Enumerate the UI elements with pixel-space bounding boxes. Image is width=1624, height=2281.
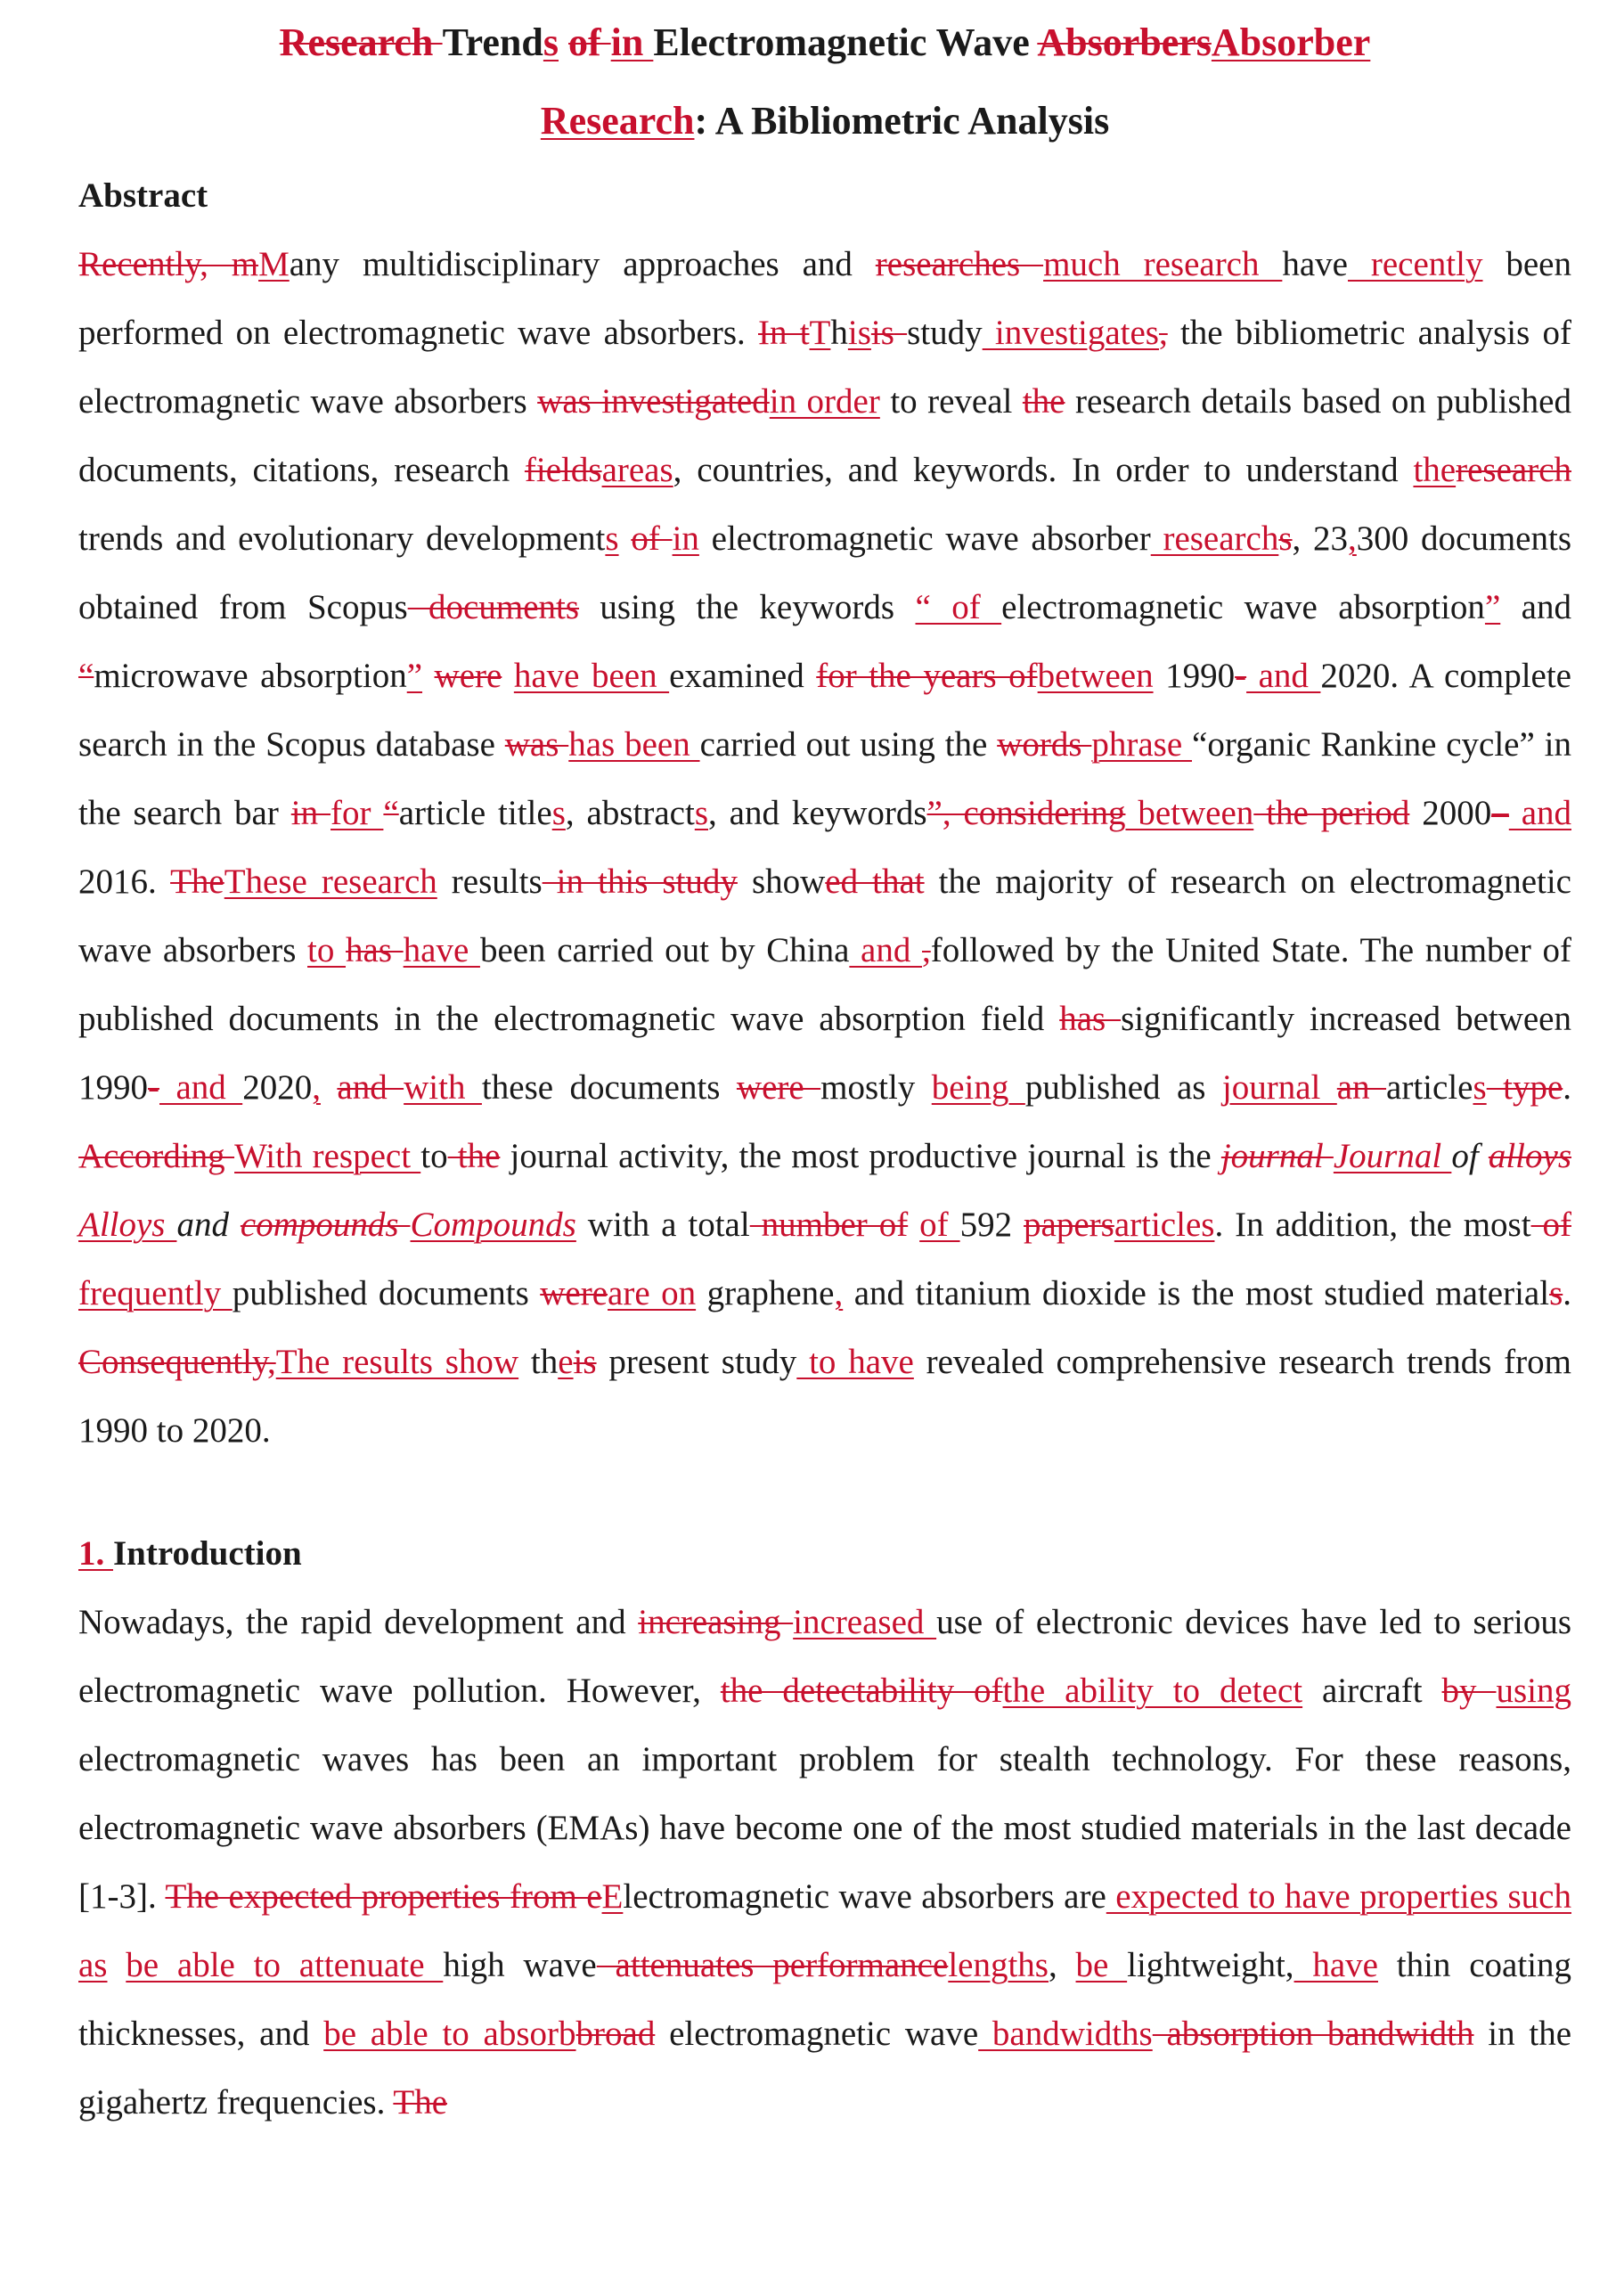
deleted-text: The expected properties from e [165,1877,602,1916]
inserted-text: M [258,245,290,283]
inserted-text: areas [601,451,673,489]
text-run [502,657,514,695]
text-run: 300 documents obtained from Scopus [78,519,1572,626]
text-run: present study [596,1343,797,1381]
text-run: to reveal [879,382,1023,421]
text-run: , abstract [565,794,695,832]
text-run: 592 [959,1206,1024,1244]
inserted-text: With respect [234,1137,421,1175]
deleted-text: was [504,725,569,764]
deleted-text: s [1278,519,1293,558]
inserted-text: lengths [948,1946,1049,1984]
deleted-text: has [1059,1000,1122,1038]
text-run: , [1048,1946,1076,1984]
inserted-text: Compounds [410,1206,576,1244]
deleted-text: , [1158,314,1168,352]
deleted-text: Recently, m [78,245,259,283]
text-run: 2000 [1409,794,1492,832]
deleted-text: number of [749,1206,909,1244]
text-run: mostly [820,1068,932,1107]
text-run: graphene [696,1274,835,1312]
deleted-text: s [1549,1274,1563,1312]
deleted-text: words [997,725,1092,764]
deleted-text: were [736,1068,821,1107]
text-run: with a total [575,1206,750,1244]
text-run: high wave [443,1946,597,1984]
text-run: carried out using the [699,725,998,764]
inserted-text: , [834,1274,844,1312]
text-run: the majority of research on electromagnetic wave absorbers [78,863,1571,969]
deleted-text: the [1022,382,1065,421]
text-run: of [1451,1137,1489,1175]
text-run: : A Bibliometric Analysis [694,99,1110,143]
deleted-text: attenuates performance [596,1946,949,1984]
inserted-text: The results show [275,1343,519,1381]
inserted-text: with [404,1068,482,1107]
text-run [908,1206,919,1244]
introduction-title: Introduction [113,1534,302,1573]
text-run [559,20,568,64]
text-run: examined [669,657,817,695]
deleted-text: broad [575,2015,656,2053]
deleted-text: of [631,519,673,558]
text-run: 2016. [78,863,171,901]
text-run: results [437,863,543,901]
inserted-text: recently [1348,245,1483,283]
deleted-text: researches [875,245,1044,283]
inserted-text: between [1125,794,1254,832]
inserted-text: E [601,1877,624,1916]
inserted-text: s [551,794,566,832]
deleted-text: fields [524,451,602,489]
inserted-text: being [931,1068,1025,1107]
deleted-text [894,314,907,352]
deleted-text: for the years of [816,657,1038,695]
text-run: revealed comprehensive research trends from 1990 to 2020. [78,1343,1571,1450]
inserted-text: the [1413,451,1457,489]
text-run: h [830,314,848,352]
inserted-text: of [919,1206,960,1244]
text-run: been performed on electromagnetic wave absorbers. [78,245,1571,352]
text-run [422,657,435,695]
text-run: research details based on published documents, citations, research [78,382,1571,489]
text-run: using the keywords [579,588,916,626]
text-run: “organic Rankine cycle” in the search bar [78,725,1571,832]
inserted-text: s [694,794,708,832]
inserted-text: between [1037,657,1154,695]
deleted-text: papers [1024,1206,1114,1244]
inserted-text: bandwidths [978,2015,1153,2053]
inserted-text: has been [568,725,700,764]
deleted-text: and [337,1068,404,1107]
paper-title [78,4,1571,160]
inserted-text: Absorber [1211,20,1371,64]
deleted-text: compounds [240,1206,411,1244]
text-run: electromagnetic waves has been an important problem for stealth technology. For these reasons, electromagnetic wave absorbers (EMAs) have become one of the most studied materials in the last decade [1-3]. [78,1740,1571,1916]
deleted-text: of [568,20,611,64]
text-run: Trend [442,20,543,64]
inserted-text: research [1150,519,1279,558]
inserted-text: and [849,931,922,969]
deleted-text: the [447,1137,501,1175]
introduction-heading [78,1520,1571,1588]
text-run: these documents [481,1068,737,1107]
deleted-text: increasing [638,1603,794,1641]
text-run [321,1068,337,1107]
text-run: 2020. A complete search in the Scopus database [78,657,1571,764]
inserted-text: Research [540,99,695,143]
deleted-text: alloys [1488,1137,1572,1175]
deleted-text: type [1486,1068,1563,1107]
inserted-text: and [159,1068,243,1107]
introduction-paragraph [78,1588,1571,2137]
deleted-text: has [346,931,404,969]
inserted-text: much research [1043,245,1283,283]
title-line-2 [78,82,1571,160]
deleted-text: - [148,1068,159,1107]
text-run: followed by the United State. The number of published documents in the electromagnetic wave absorption field [78,931,1571,1038]
inserted-text: are on [608,1274,697,1312]
inserted-text: to [307,931,347,969]
text-run: have [1282,245,1348,283]
text-run: use of electronic devices have led to serious electromagnetic wave pollution. However, [78,1603,1571,1710]
text-run: electromagnetic wave absorption [1001,588,1485,626]
text-run: trends and evolutionary development [78,519,606,558]
text-run: aircraft [1302,1672,1442,1710]
inserted-text: ” [406,657,423,695]
deleted-text: In t [758,314,810,352]
text-run: , 23 [1292,519,1349,558]
deleted-text: was investigated [537,382,770,421]
text-run: and titanium dioxide is the most studied material [843,1274,1550,1312]
inserted-text: be able to attenuate [126,1946,444,1984]
text-run [108,1946,126,1984]
text-run: any multidisciplinary approaches and [289,245,876,283]
introduction-number: 1. [78,1534,113,1573]
deleted-text: Research [279,20,443,64]
text-run: . In addition, the most [1214,1206,1531,1244]
inserted-text: , [312,1068,321,1107]
inserted-text: These research [224,863,437,901]
inserted-text: be [1075,1946,1128,1984]
text-run: th [518,1343,559,1381]
text-run: microwave absorption [94,657,407,695]
inserted-text: s [1473,1068,1487,1107]
inserted-text: is [847,314,871,352]
text-run: . [1563,1068,1572,1107]
inserted-text: and [1246,657,1321,695]
deleted-text: - [1235,657,1247,695]
text-run: article [1386,1068,1473,1107]
inserted-text: the ability to detect [1002,1672,1303,1710]
deleted-text: of [1530,1206,1571,1244]
inserted-text: be able to absorb [323,2015,576,2053]
text-run: article title [398,794,552,832]
text-run: 2020 [242,1068,313,1107]
deleted-text: The [170,863,224,901]
deleted-text: “ [383,794,399,832]
deleted-text: documents [407,588,580,626]
text-run: . [1563,1274,1571,1312]
inserted-text: phrase [1091,725,1193,764]
inserted-text: have [1293,1946,1378,1984]
deleted-text: “ [78,657,94,695]
inserted-text: expected to have properties such as [78,1877,1571,1984]
abstract-heading: Abstract [78,176,208,215]
inserted-text: to have [796,1343,914,1381]
inserted-text: have been [513,657,670,695]
inserted-text: s [605,519,619,558]
deleted-text: the period [1253,794,1410,832]
text-run: lightweight, [1127,1946,1294,1984]
deleted-text: in this study [542,863,738,901]
inserted-text: ” [1484,588,1501,626]
inserted-text: e [558,1343,574,1381]
text-run: journal activity, the most productive journal is the [500,1137,1221,1175]
deleted-text: Absorbers [1037,20,1212,64]
text-run: to [420,1137,448,1175]
deleted-text: were [540,1274,608,1312]
deleted-text: – [1491,794,1509,832]
text-run: Nowadays, the rapid development and [78,1603,639,1641]
text-run: , countries, and keywords. In order to understand [673,451,1414,489]
text-run: , and keywords [708,794,927,832]
deleted-text: ”, considering [926,794,1126,832]
deleted-text: is [870,314,894,352]
inserted-text: T [809,314,831,352]
deleted-text: journal [1220,1137,1334,1175]
inserted-text: have [403,931,480,969]
text-run: and [1500,588,1571,626]
abstract-paragraph [78,230,1571,1465]
deleted-text: The [393,2083,448,2122]
inserted-text: increased [793,1603,937,1641]
inserted-text: using [1496,1672,1571,1710]
text-run: the bibliometric analysis of electromagnetic wave absorbers [78,314,1571,421]
text-run: electromagnetic wave absorber [698,519,1151,558]
deleted-text: were [434,657,502,695]
inserted-text: investigates [982,314,1159,352]
text-run: 1990 [1153,657,1236,695]
text-run: and [176,1206,241,1244]
inserted-text: “ of [915,588,1002,626]
title-line-1 [78,4,1571,82]
text-run: study [907,314,983,352]
deleted-text: absorption bandwidth [1152,2015,1474,2053]
inserted-text: and [1508,794,1571,832]
inserted-text: in [610,20,654,64]
deleted-text: an [1336,1068,1387,1107]
text-run: significantly increased between 1990 [78,1000,1571,1107]
text-run: been carried out by China [479,931,850,969]
text-run: lectromagnetic wave absorbers are [623,1877,1106,1916]
text-run: published documents [232,1274,541,1312]
inserted-text: articles [1114,1206,1215,1244]
deleted-text: ed that [825,863,925,901]
inserted-text: Alloys [78,1206,177,1244]
deleted-text: in [290,794,331,832]
text-run: electromagnetic wave [655,2015,979,2053]
deleted-text: , [922,931,931,969]
deleted-text: According [78,1137,235,1175]
inserted-text: frequently [78,1274,233,1312]
inserted-text: Journal [1333,1137,1452,1175]
deleted-text: the detectability of [720,1672,1003,1710]
deleted-text: by [1441,1672,1497,1710]
inserted-text: for [331,794,384,832]
deleted-text: is [573,1343,597,1381]
deleted-text: research [1456,451,1572,489]
text-run: show [737,863,826,901]
inserted-text: , [1348,519,1357,558]
document-page [78,0,1571,2137]
deleted-text: Consequently, [78,1343,276,1381]
inserted-text: journal [1221,1068,1337,1107]
text-run: thin coating thicknesses, and [78,1946,1572,2053]
inserted-text: s [543,20,559,64]
inserted-text: in order [769,382,880,421]
text-run: published as [1024,1068,1222,1107]
inserted-text: in [672,519,699,558]
text-run: in the gigahertz frequencies. [78,2015,1572,2122]
text-run [619,519,632,558]
text-run: Electromagnetic Wave [653,20,1038,64]
